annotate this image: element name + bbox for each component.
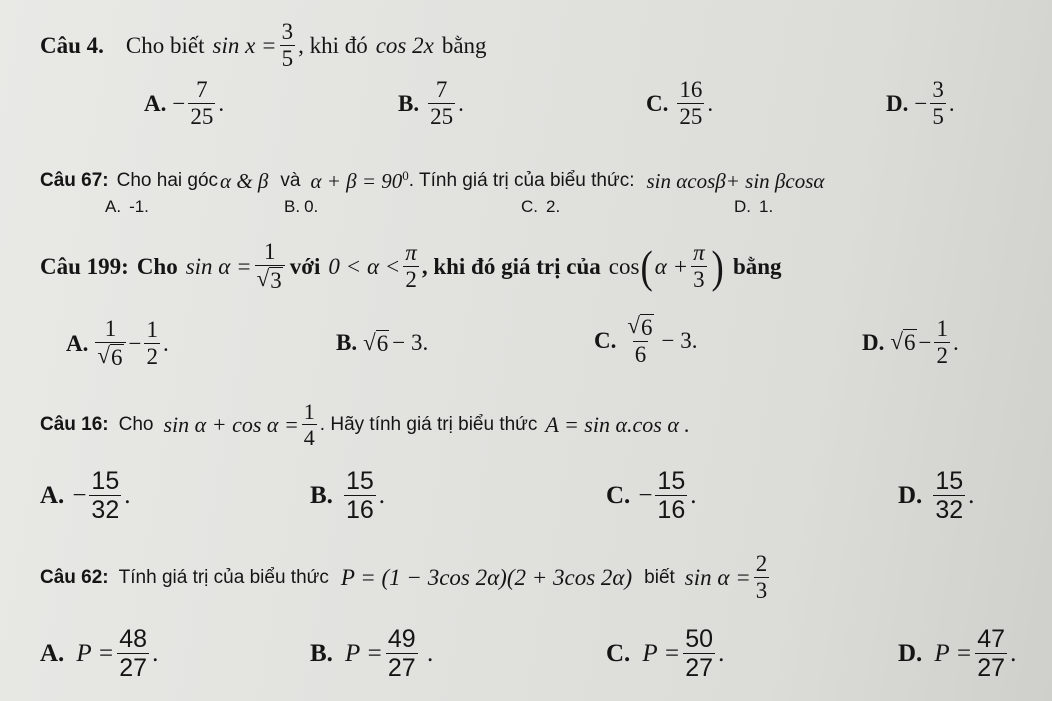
option-fraction [89,468,121,524]
q199-expr-num: π [693,240,705,266]
q16-stem [40,400,690,449]
q67-option-d[interactable] [734,197,773,217]
option-sign: − [172,90,186,116]
option-letter: C. [646,90,669,116]
option-num-rad: 6 [641,315,653,340]
q16-label: Câu 16: [40,413,109,435]
option-num: 50 [685,625,714,653]
option-fraction [386,626,418,682]
q67-stem [40,168,824,194]
q4-given-lhs: sin x = [212,32,277,58]
q62-stem [40,552,772,603]
option-fraction [933,468,965,524]
option-op: − [128,330,142,356]
q199-given-num: 1 [263,239,276,264]
option-letter: C. [521,197,538,216]
option-letter: C. [594,327,617,353]
q16-given-den: 4 [303,425,315,451]
option-letter: A. [105,197,122,216]
option-den: 25 [679,104,703,130]
option-rest: − 3. [661,327,698,353]
option-den: 25 [190,104,214,130]
q4-stem [40,20,487,71]
q199-expr-den: 3 [693,267,705,293]
q4-expr: cos 2x [375,32,434,58]
option-tail: . [690,481,697,509]
option-tail: . [718,639,725,667]
option-fraction [117,626,149,682]
option-num: 7 [196,77,208,102]
q199-expr-fraction [691,241,707,292]
q67-condition [310,168,408,194]
option-tail: . [124,481,131,509]
option-num: 1 [936,316,948,341]
q199-option-c[interactable] [594,314,697,367]
option-num: 3 [932,77,944,102]
option-letter: C. [606,639,631,667]
option-radical: √ 6 [363,330,389,356]
option-sign: − [638,481,653,509]
q199-stem [40,240,782,293]
option-den: 6 [634,342,647,368]
q62-option-c[interactable] [606,626,724,682]
q199-expr-func: cos [608,253,640,279]
q16-option-b[interactable] [310,468,385,524]
option-rad: 6 [904,330,916,356]
right-paren: ) [711,240,724,292]
q16-text2: . Hãy tính giá trị biểu thức [319,413,538,435]
q62-option-b[interactable] [310,626,433,682]
q199-given-den: √ 3 [255,265,285,293]
option-den-rad: 6 [111,345,123,371]
option-tail: . [420,639,434,667]
q62-text1: Tính giá trị của biểu thức [118,566,329,588]
q199-option-a[interactable] [66,317,169,370]
option-fraction-2 [144,318,160,369]
option-den: 27 [977,654,1006,683]
q67-option-a[interactable] [105,197,149,217]
option-den: 25 [430,104,454,130]
q62-given-fraction [754,552,770,603]
option-value: 1. [759,197,774,216]
option-fraction-1 [95,317,125,370]
option-num: 47 [977,625,1006,653]
q16-text1: Cho [118,413,154,435]
option-num: 15 [935,467,964,495]
q16-given-num: 1 [303,399,315,424]
option-den: 5 [932,104,944,130]
option-tail: . [707,90,714,116]
option-num: 48 [119,625,148,653]
option-fraction [677,78,704,129]
q199-label: Câu 199: [40,253,129,279]
option-fraction [934,317,950,368]
q4-option-c[interactable] [646,78,713,129]
q16-option-d[interactable] [898,468,974,524]
q62-label: Câu 62: [40,566,109,588]
option-sign: − [72,481,87,509]
option-fraction [975,626,1007,682]
q199-range-den: 2 [405,267,417,293]
option-letter: A. [144,90,167,116]
option-num: 15 [657,467,686,495]
option-tail: . [952,329,959,355]
option-letter: C. [606,481,631,509]
q4-option-b[interactable] [398,78,464,129]
option-letter: A. [66,330,89,356]
q199-given-lhs: sin α = [185,253,252,279]
option-den: √ 6 [95,342,125,370]
option-lhs: P = [76,639,115,667]
option-fraction [930,78,946,129]
q4-given-num: 3 [281,19,294,44]
option-letter: D. [898,481,923,509]
option-num: 7 [435,77,448,102]
option-value: 2. [546,197,561,216]
option-tail: . [948,90,955,116]
option-den: 27 [685,654,714,683]
q4-text1: Cho biết [125,32,205,58]
option-den: 32 [91,496,120,525]
option-den: 27 [387,654,416,683]
q4-option-d[interactable] [886,78,955,129]
option-letter: D. [734,197,751,216]
q67-cond: α + β = 90 [310,169,403,193]
option-num: √ 6 [627,313,653,340]
q4-text2: , khi đó [298,32,368,58]
option-tail: . [1010,639,1017,667]
q16-given-lhs: sin α + cos α = [163,411,299,437]
option-rest: − 3. [392,330,429,356]
q67-label: Câu 67: [40,170,109,191]
option-den: 16 [345,496,374,525]
q4-text3: bằng [441,32,487,58]
option-tail: . [218,90,225,116]
q62-text2: biết [644,566,675,588]
option-tail: . [152,639,159,667]
q67-vars: α & β [220,168,269,193]
option-num: 16 [679,77,703,102]
option-fraction [344,468,376,524]
option-letter: B. [310,639,333,667]
option-fraction [188,78,215,129]
q199-range-num: π [405,240,417,266]
q199-range-lhs: 0 < α < [328,253,401,279]
q199-expr-inner: α + [654,253,689,279]
q67-text2: và [280,170,301,191]
q4-given-den: 5 [281,46,294,72]
option-num: 1 [146,317,158,343]
q62-expr: P = (1 − 3cos 2α)(2 + 3cos 2α) [340,564,633,590]
option-den: 27 [119,654,148,683]
option-rad: 6 [376,331,389,356]
q62-given-lhs: sin α = [684,564,751,590]
option-letter: D. [886,90,909,116]
q199-text3: , khi đó giá trị của [421,253,601,279]
left-paren: ( [640,240,654,292]
q16-given-fraction [302,400,317,449]
q199-given-fraction [255,240,285,293]
option-fraction [625,314,655,367]
option-sign: − [914,90,928,116]
q199-text2: với [289,253,321,279]
option-value: 0. [304,197,319,216]
option-den: 2 [146,344,158,370]
q62-option-a[interactable] [40,626,158,682]
option-letter: B. [284,197,301,216]
q199-text1: Cho [136,253,178,279]
option-letter: B. [310,481,333,509]
q67-expr: sin αcosβ+ sin βcosα [646,168,825,193]
option-lhs: P = [934,639,973,667]
option-num: 15 [345,467,374,495]
option-tail: . [968,481,975,509]
option-den: 2 [936,343,948,369]
option-letter: D. [898,639,923,667]
option-radical: √ 6 [890,329,916,356]
option-op: − [918,329,932,355]
q67-text1: Cho hai góc [116,170,219,191]
q62-given-num: 2 [755,551,768,576]
q67-cond-sup: 0 [402,168,409,183]
q67-option-b[interactable] [284,197,318,217]
q16-option-a[interactable] [40,468,130,524]
q67-option-c[interactable] [521,197,560,217]
q62-option-d[interactable] [898,626,1016,682]
q4-label: Câu 4. [40,32,104,58]
q16-expr: A = sin α.cos α . [545,411,690,437]
q199-option-b[interactable] [336,330,428,356]
option-letter: A. [40,639,65,667]
q67-text3: . Tính giá trị của biểu thức: [408,170,635,191]
option-fraction [683,626,715,682]
option-letter: D. [862,329,885,355]
option-tail: . [378,481,385,509]
q4-given-fraction [280,20,296,71]
option-fraction [655,468,687,524]
q62-given-den: 3 [755,578,768,604]
option-letter: B. [336,330,358,356]
option-tail: . [458,90,464,116]
q199-range-fraction [403,241,419,292]
q199-text4: bằng [732,253,782,279]
option-letter: A. [40,481,65,509]
option-letter: B. [398,90,420,116]
option-num: 15 [91,467,120,495]
q16-option-c[interactable] [606,468,696,524]
q199-option-d[interactable] [862,317,959,368]
option-lhs: P = [344,639,383,667]
option-value: -1. [129,197,149,216]
option-den: 32 [935,496,964,525]
q4-option-a[interactable] [144,78,224,129]
option-num: 1 [104,316,117,341]
q199-given-den-rad: 3 [270,268,282,294]
option-den: 16 [657,496,686,525]
option-lhs: P = [642,639,681,667]
option-num: 49 [387,625,416,653]
option-tail: . [162,330,169,356]
option-fraction [428,78,455,129]
